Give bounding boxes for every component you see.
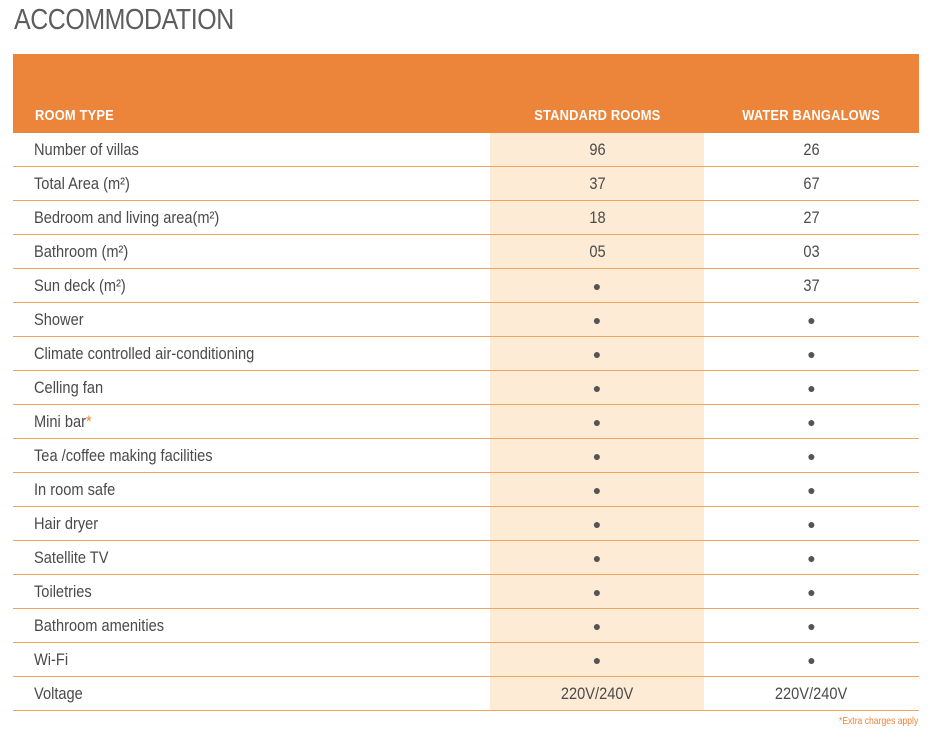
bullet-dot-icon: ● <box>807 583 816 600</box>
row-label <box>13 405 490 439</box>
cell-value: 96 <box>588 139 606 159</box>
water-bangalows-cell <box>704 201 919 235</box>
table-row <box>13 507 919 541</box>
standard-rooms-cell <box>490 235 704 269</box>
table-row <box>13 371 919 405</box>
row-label-text: Bedroom and living area(m²) <box>34 207 220 227</box>
water-bangalows-cell <box>704 303 919 337</box>
accommodation-table <box>13 54 919 711</box>
table-row <box>13 677 919 711</box>
cell-value: 18 <box>588 207 606 227</box>
water-bangalows-cell <box>704 337 919 371</box>
standard-rooms-cell <box>490 371 704 405</box>
table-header-row <box>13 54 919 133</box>
bullet-dot-icon: ● <box>807 379 816 396</box>
row-label <box>13 201 490 235</box>
row-label-text: Wi-Fi <box>34 649 69 669</box>
table-row <box>13 337 919 371</box>
table-row <box>13 575 919 609</box>
bullet-dot-icon: ● <box>592 549 602 566</box>
bullet-dot-icon: ● <box>592 379 602 396</box>
standard-rooms-cell <box>490 541 704 575</box>
bullet-dot-icon: ● <box>592 277 602 294</box>
row-label <box>13 371 490 405</box>
cell-value: 37 <box>803 275 820 295</box>
bullet-dot-icon: ● <box>592 481 602 498</box>
row-label-text: Tea /coffee making facilities <box>34 445 213 465</box>
table-row <box>13 405 919 439</box>
cell-value: 67 <box>803 173 820 193</box>
standard-rooms-cell <box>490 337 704 371</box>
row-label <box>13 473 490 507</box>
bullet-dot-icon: ● <box>807 617 816 634</box>
row-label <box>13 677 490 711</box>
standard-rooms-cell <box>490 575 704 609</box>
cell-value: 05 <box>588 241 606 261</box>
bullet-dot-icon: ● <box>807 515 816 532</box>
standard-rooms-cell <box>490 133 704 167</box>
row-label-text: Satellite TV <box>34 547 109 567</box>
table-row <box>13 609 919 643</box>
water-bangalows-cell <box>704 541 919 575</box>
row-label-text: Shower <box>34 309 84 329</box>
row-label-text: Voltage <box>34 683 83 703</box>
cell-value: 03 <box>803 241 820 261</box>
water-bangalows-cell <box>704 269 919 303</box>
row-label <box>13 337 490 371</box>
row-label <box>13 303 490 337</box>
standard-rooms-cell <box>490 609 704 643</box>
water-bangalows-cell <box>704 677 919 711</box>
table-row <box>13 439 919 473</box>
standard-rooms-cell <box>490 269 704 303</box>
row-label-text: In room safe <box>34 479 116 499</box>
row-label-text: Celling fan <box>34 377 104 397</box>
row-label-text: Sun deck (m²) <box>34 275 126 295</box>
water-bangalows-cell <box>704 371 919 405</box>
row-label-text: Bathroom amenities <box>34 615 165 635</box>
row-label <box>13 609 490 643</box>
standard-rooms-cell <box>490 303 704 337</box>
header-standard-rooms: STANDARD ROOMS <box>490 54 704 133</box>
standard-rooms-cell <box>490 643 704 677</box>
standard-rooms-cell <box>490 201 704 235</box>
bullet-dot-icon: ● <box>807 651 816 668</box>
table-row <box>13 235 919 269</box>
water-bangalows-cell <box>704 133 919 167</box>
bullet-dot-icon: ● <box>807 345 816 362</box>
header-room-type: ROOM TYPE <box>13 54 490 133</box>
standard-rooms-cell <box>490 507 704 541</box>
bullet-dot-icon: ● <box>592 583 602 600</box>
row-label-text: Climate controlled air-conditioning <box>34 343 255 363</box>
row-label-text: Mini bar <box>34 411 87 431</box>
table-row <box>13 269 919 303</box>
row-label <box>13 643 490 677</box>
row-label <box>13 575 490 609</box>
bullet-dot-icon: ● <box>807 311 816 328</box>
row-label <box>13 235 490 269</box>
row-label-text: Number of villas <box>34 139 139 159</box>
row-label <box>13 269 490 303</box>
water-bangalows-cell <box>704 235 919 269</box>
water-bangalows-cell <box>704 405 919 439</box>
bullet-dot-icon: ● <box>807 549 816 566</box>
bullet-dot-icon: ● <box>807 413 816 430</box>
water-bangalows-cell <box>704 473 919 507</box>
standard-rooms-cell <box>490 677 704 711</box>
bullet-dot-icon: ● <box>592 651 602 668</box>
water-bangalows-cell <box>704 507 919 541</box>
table-row <box>13 167 919 201</box>
row-label <box>13 167 490 201</box>
footnote: *Extra charges apply <box>838 716 918 727</box>
row-label-text: Hair dryer <box>34 513 99 533</box>
row-label-text: Toiletries <box>34 581 92 601</box>
extra-charge-asterisk: * <box>86 411 92 431</box>
water-bangalows-cell <box>704 609 919 643</box>
standard-rooms-cell <box>490 439 704 473</box>
table-row <box>13 303 919 337</box>
row-label <box>13 541 490 575</box>
table-row <box>13 201 919 235</box>
page-title: ACCOMMODATION <box>14 4 234 36</box>
row-label <box>13 507 490 541</box>
bullet-dot-icon: ● <box>592 447 602 464</box>
bullet-dot-icon: ● <box>592 413 602 430</box>
bullet-dot-icon: ● <box>592 345 602 362</box>
standard-rooms-cell <box>490 405 704 439</box>
row-label <box>13 133 490 167</box>
row-label-text: Bathroom (m²) <box>34 241 129 261</box>
cell-value: 37 <box>588 173 606 193</box>
water-bangalows-cell <box>704 643 919 677</box>
bullet-dot-icon: ● <box>807 481 816 498</box>
bullet-dot-icon: ● <box>592 311 602 328</box>
cell-value: 220V/240V <box>775 683 848 703</box>
standard-rooms-cell <box>490 167 704 201</box>
table-row <box>13 133 919 167</box>
bullet-dot-icon: ● <box>592 515 602 532</box>
table-row <box>13 473 919 507</box>
water-bangalows-cell <box>704 439 919 473</box>
table-row <box>13 541 919 575</box>
row-label-text: Total Area (m²) <box>34 173 130 193</box>
bullet-dot-icon: ● <box>592 617 602 634</box>
water-bangalows-cell <box>704 575 919 609</box>
cell-value: 27 <box>803 207 820 227</box>
water-bangalows-cell <box>704 167 919 201</box>
table-row <box>13 643 919 677</box>
row-label <box>13 439 490 473</box>
standard-rooms-cell <box>490 473 704 507</box>
header-water-bangalows: WATER BANGALOWS <box>704 54 919 133</box>
bullet-dot-icon: ● <box>807 447 816 464</box>
cell-value: 26 <box>803 139 820 159</box>
cell-value: 220V/240V <box>560 683 634 703</box>
